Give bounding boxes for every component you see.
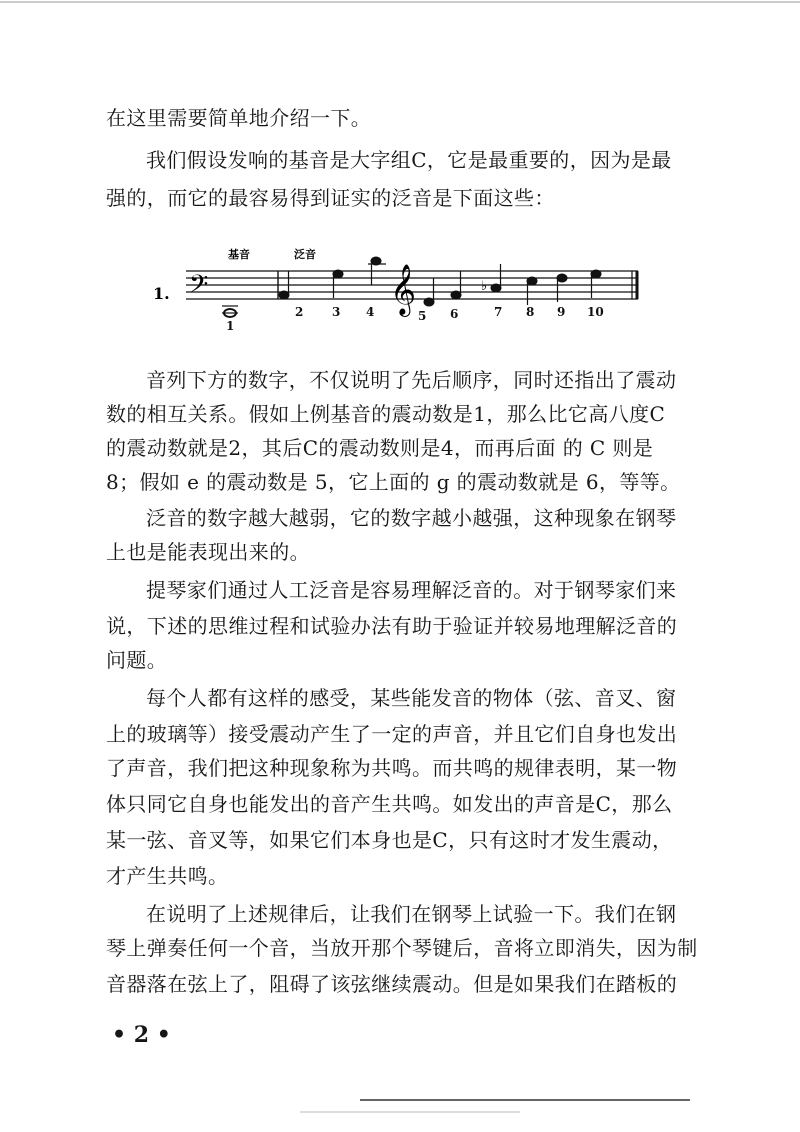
harmonic-number-3: 3 [332, 305, 341, 319]
text-line-1: 在这里需要简单地介绍一下。 [106, 106, 372, 130]
text-line-12: 问题。 [106, 648, 168, 672]
text-line-14: 上的玻璃等）接受震动产生了一定的声音，并且它们自身也发出 [106, 722, 678, 746]
text-line-8: 泛音的数字越大越弱，它的数字越小越强，这种现象在钢琴 [146, 506, 677, 530]
page-number: • 2 • [112, 1022, 171, 1048]
text-line-4: 音列下方的数字，不仅说明了先后顺序，同时还指出了震动 [146, 368, 677, 392]
text-line-15: 了声音，我们把这种现象称为共鸣。而共鸣的规律表明，某一物 [106, 756, 678, 780]
text-line-18: 才产生共鸣。 [106, 864, 229, 888]
text-line-2: 我们假设发响的基音是大字组C，它是最重要的，因为是最 [146, 148, 672, 172]
harmonic-number-10: 10 [587, 305, 604, 319]
treble-clef-icon: 𝄞 [390, 264, 417, 315]
harmonic-series-example [150, 244, 650, 334]
harmonic-number-2: 2 [295, 305, 304, 319]
harmonic-number-4: 4 [366, 305, 375, 319]
text-line-9: 上也是能表现出来的。 [106, 540, 310, 564]
harmonic-number-8: 8 [526, 305, 535, 319]
label-overtone: 泛音 [294, 248, 316, 261]
text-line-6: 的震动数就是2，其后C的震动数则是4，而再后面 的 C 则是 [106, 436, 654, 460]
harmonic-number-9: 9 [557, 305, 566, 319]
harmonic-number-5: 5 [418, 309, 427, 323]
harmonic-number-1: 1 [226, 319, 235, 333]
text-line-19: 在说明了上述规律后，让我们在钢琴上试验一下。我们在钢 [146, 902, 677, 926]
label-fundamental: 基音 [228, 248, 250, 261]
text-line-21: 音器落在弦上了，阻碍了该弦继续震动。但是如果我们在踏板的 [106, 972, 678, 996]
svg-text:♭: ♭ [481, 279, 488, 294]
text-line-10: 提琴家们通过人工泛音是容易理解泛音的。对于钢琴家们来 [146, 578, 677, 602]
harmonic-number-6: 6 [450, 307, 459, 321]
text-line-17: 某一弦、音叉等，如果它们本身也是C，只有这时才发生震动， [106, 828, 673, 852]
note-7 [481, 264, 501, 294]
note-3 [333, 270, 343, 298]
text-line-20: 琴上弹奏任何一个音，当放开那个琴键后，音将立即消失，因为制 [106, 936, 698, 960]
harmonic-number-7: 7 [494, 305, 503, 319]
bass-clef-icon: 𝄢 [189, 270, 209, 305]
text-line-13: 每个人都有这样的感受，某些能发音的物体（弦、音叉、窗 [146, 686, 677, 710]
note-9 [557, 274, 567, 302]
text-line-11: 说，下述的思维过程和试验办法有助于验证并较易地理解泛音的 [106, 614, 678, 638]
note-8 [527, 277, 537, 305]
example-number: 1. [153, 284, 170, 303]
text-line-16: 体只同它自身也能发出的音产生共鸣。如发出的声音是C，那么 [106, 792, 673, 816]
note-10 [591, 270, 601, 298]
text-line-7: 8；假如 e 的震动数是 5，它上面的 g 的震动数就是 6，等等。 [106, 470, 681, 494]
note-1 [222, 306, 238, 317]
text-line-5: 数的相互关系。假如上例基音的震动数是1，那么比它高八度C [106, 402, 666, 426]
text-line-3: 强的，而它的最容易得到证实的泛音是下面这些： [106, 186, 555, 210]
